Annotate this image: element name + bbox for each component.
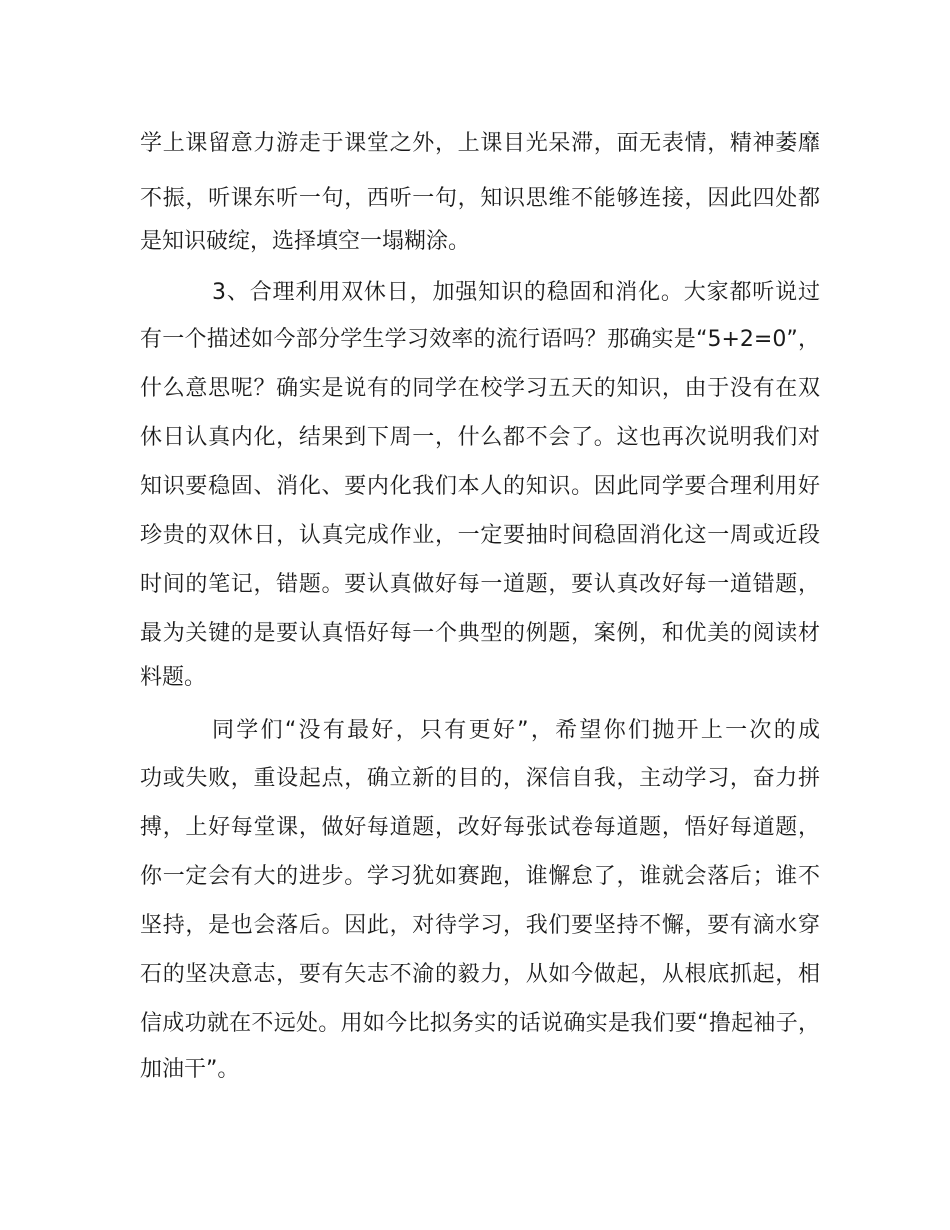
text-line: 时间的笔记，错题。要认真做好每一道题，要认真改好每一道错题， [140,572,820,597]
text-line: 你一定会有大的进步。学习犹如赛跑，谁懈怠了，谁就会落后；谁不 [140,864,820,889]
text-line: 石的坚决意志，要有矢志不渝的毅力，从如今做起，从根底抓起，相 [140,962,820,987]
text-line: 功或失败，重设起点，确立新的目的，深信自我，主动学习，奋力拼 [140,766,820,791]
text-line: 休日认真内化，结果到下周一，什么都不会了。这也再次说明我们对 [140,425,820,450]
text-line: 学上课留意力游走于课堂之外，上课目光呆滞，面无表情，精神萎靡 [140,131,820,156]
text-line: 搏，上好每堂课，做好每道题，改好每张试卷每道题，悟好每道题， [140,815,820,840]
text-line: 不振，听课东听一句，西听一句，知识思维不能够连接，因此四处都 [140,186,820,211]
text-line: 有一个描述如今部分学生学习效率的流行语吗？那确实是“5+2=0”， [140,327,820,352]
text-line: 最为关键的是要认真悟好每一个典型的例题，案例，和优美的阅读材 [140,621,820,646]
text-line: 加油干”。 [140,1057,240,1082]
text-line: 珍贵的双休日，认真完成作业，一定要抽时间稳固消化这一周或近段 [140,523,820,548]
text-line: 料题。 [140,665,207,690]
text-line: 坚持，是也会落后。因此，对待学习，我们要坚持不懈，要有滴水穿 [140,913,820,938]
text-line: 3、合理利用双休日，加强知识的稳固和消化。大家都听说过 [212,280,820,305]
text-line: 同学们“没有最好，只有更好”，希望你们抛开上一次的成 [212,718,820,743]
text-line: 是知识破绽，选择填空一塌糊涂。 [140,229,471,254]
text-line: 知识要稳固、消化、要内化我们本人的知识。因此同学要合理利用好 [140,474,820,499]
text-line: 信成功就在不远处。用如今比拟务实的话说确实是我们要“撸起袖子， [140,1011,820,1036]
text-line: 什么意思呢？确实是说有的同学在校学习五天的知识，由于没有在双 [140,376,820,401]
